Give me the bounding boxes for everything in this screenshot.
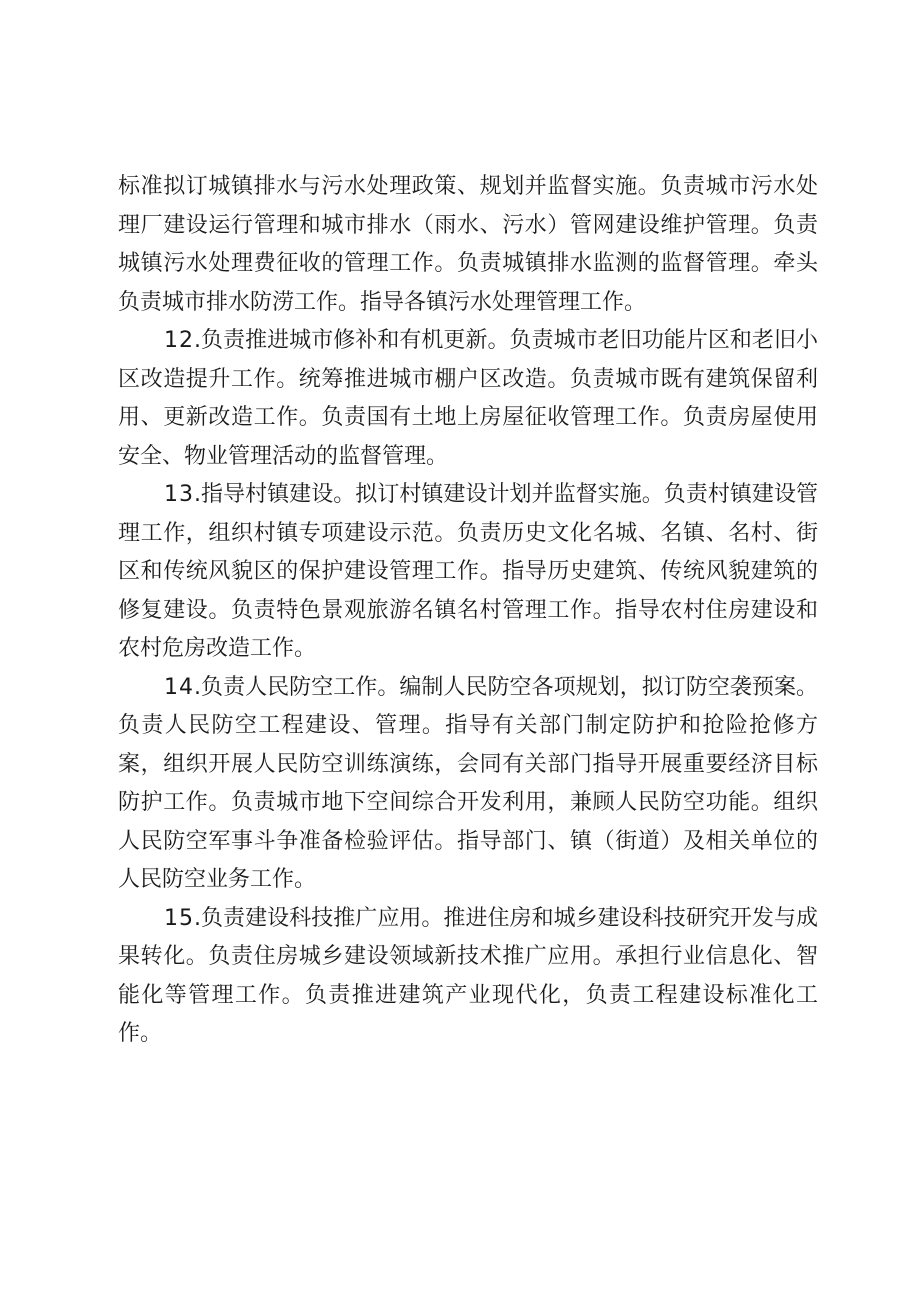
paragraph-text: .负责建设科技推广应用。推进住房和城乡建设科技研究开发与成果转化。负责住房城乡建设领域新技术推广应用。承担行业信息化、智能化等管理工作。负责推进建筑产业现代化，负责工程建设标准化工作。 xyxy=(118,905,818,1046)
paragraph-text: .负责推进城市修补和有机更新。负责城市老旧功能片区和老旧小区改造提升工作。统筹推进城市棚户区改造。负责城市既有建筑保留利用、更新改造工作。负责国有土地上房屋征收管理工作。负责房屋使用安全、物业管理活动的监督管理。 xyxy=(118,328,818,469)
paragraph-item-15 xyxy=(118,900,818,1054)
document-body xyxy=(118,168,818,1054)
item-number: 12 xyxy=(164,328,194,353)
paragraph-item-13 xyxy=(118,476,818,669)
item-number: 15 xyxy=(164,905,194,931)
paragraph-item-12 xyxy=(118,322,818,476)
paragraph-continuation xyxy=(118,168,818,322)
paragraph-item-14 xyxy=(118,669,818,900)
paragraph-text: 标准拟订城镇排水与污水处理政策、规划并监督实施。负责城市污水处理厂建设运行管理和城市排水（雨水、污水）管网建设维护管理。负责城镇污水处理费征收的管理工作。负责城镇排水监测的监督管理。牵头负责城市排水防涝工作。指导各镇污水处理管理工作。 xyxy=(118,174,818,315)
paragraph-text: .负责人民防空工作。编制人民防空各项规划，拟订防空袭预案。负责人民防空工程建设、管理。指导有关部门制定防护和抢险抢修方案，组织开展人民防空训练演练，会同有关部门指导开展重要经济目标防护工作。负责城市地下空间综合开发利用，兼顾人民防空功能。组织人民防空军事斗争准备检验评估。指导部门、镇（街道）及相关单位的人民防空业务工作。 xyxy=(118,674,818,892)
paragraph-text: .指导村镇建设。拟订村镇建设计划并监督实施。负责村镇建设管理工作，组织村镇专项建设示范。负责历史文化名城、名镇、名村、街区和传统风貌区的保护建设管理工作。指导历史建筑、传统风貌建筑的修复建设。负责特色景观旅游名镇名村管理工作。指导农村住房建设和农村危房改造工作。 xyxy=(118,482,818,661)
item-number: 13 xyxy=(164,482,194,507)
item-number: 14 xyxy=(164,674,194,700)
